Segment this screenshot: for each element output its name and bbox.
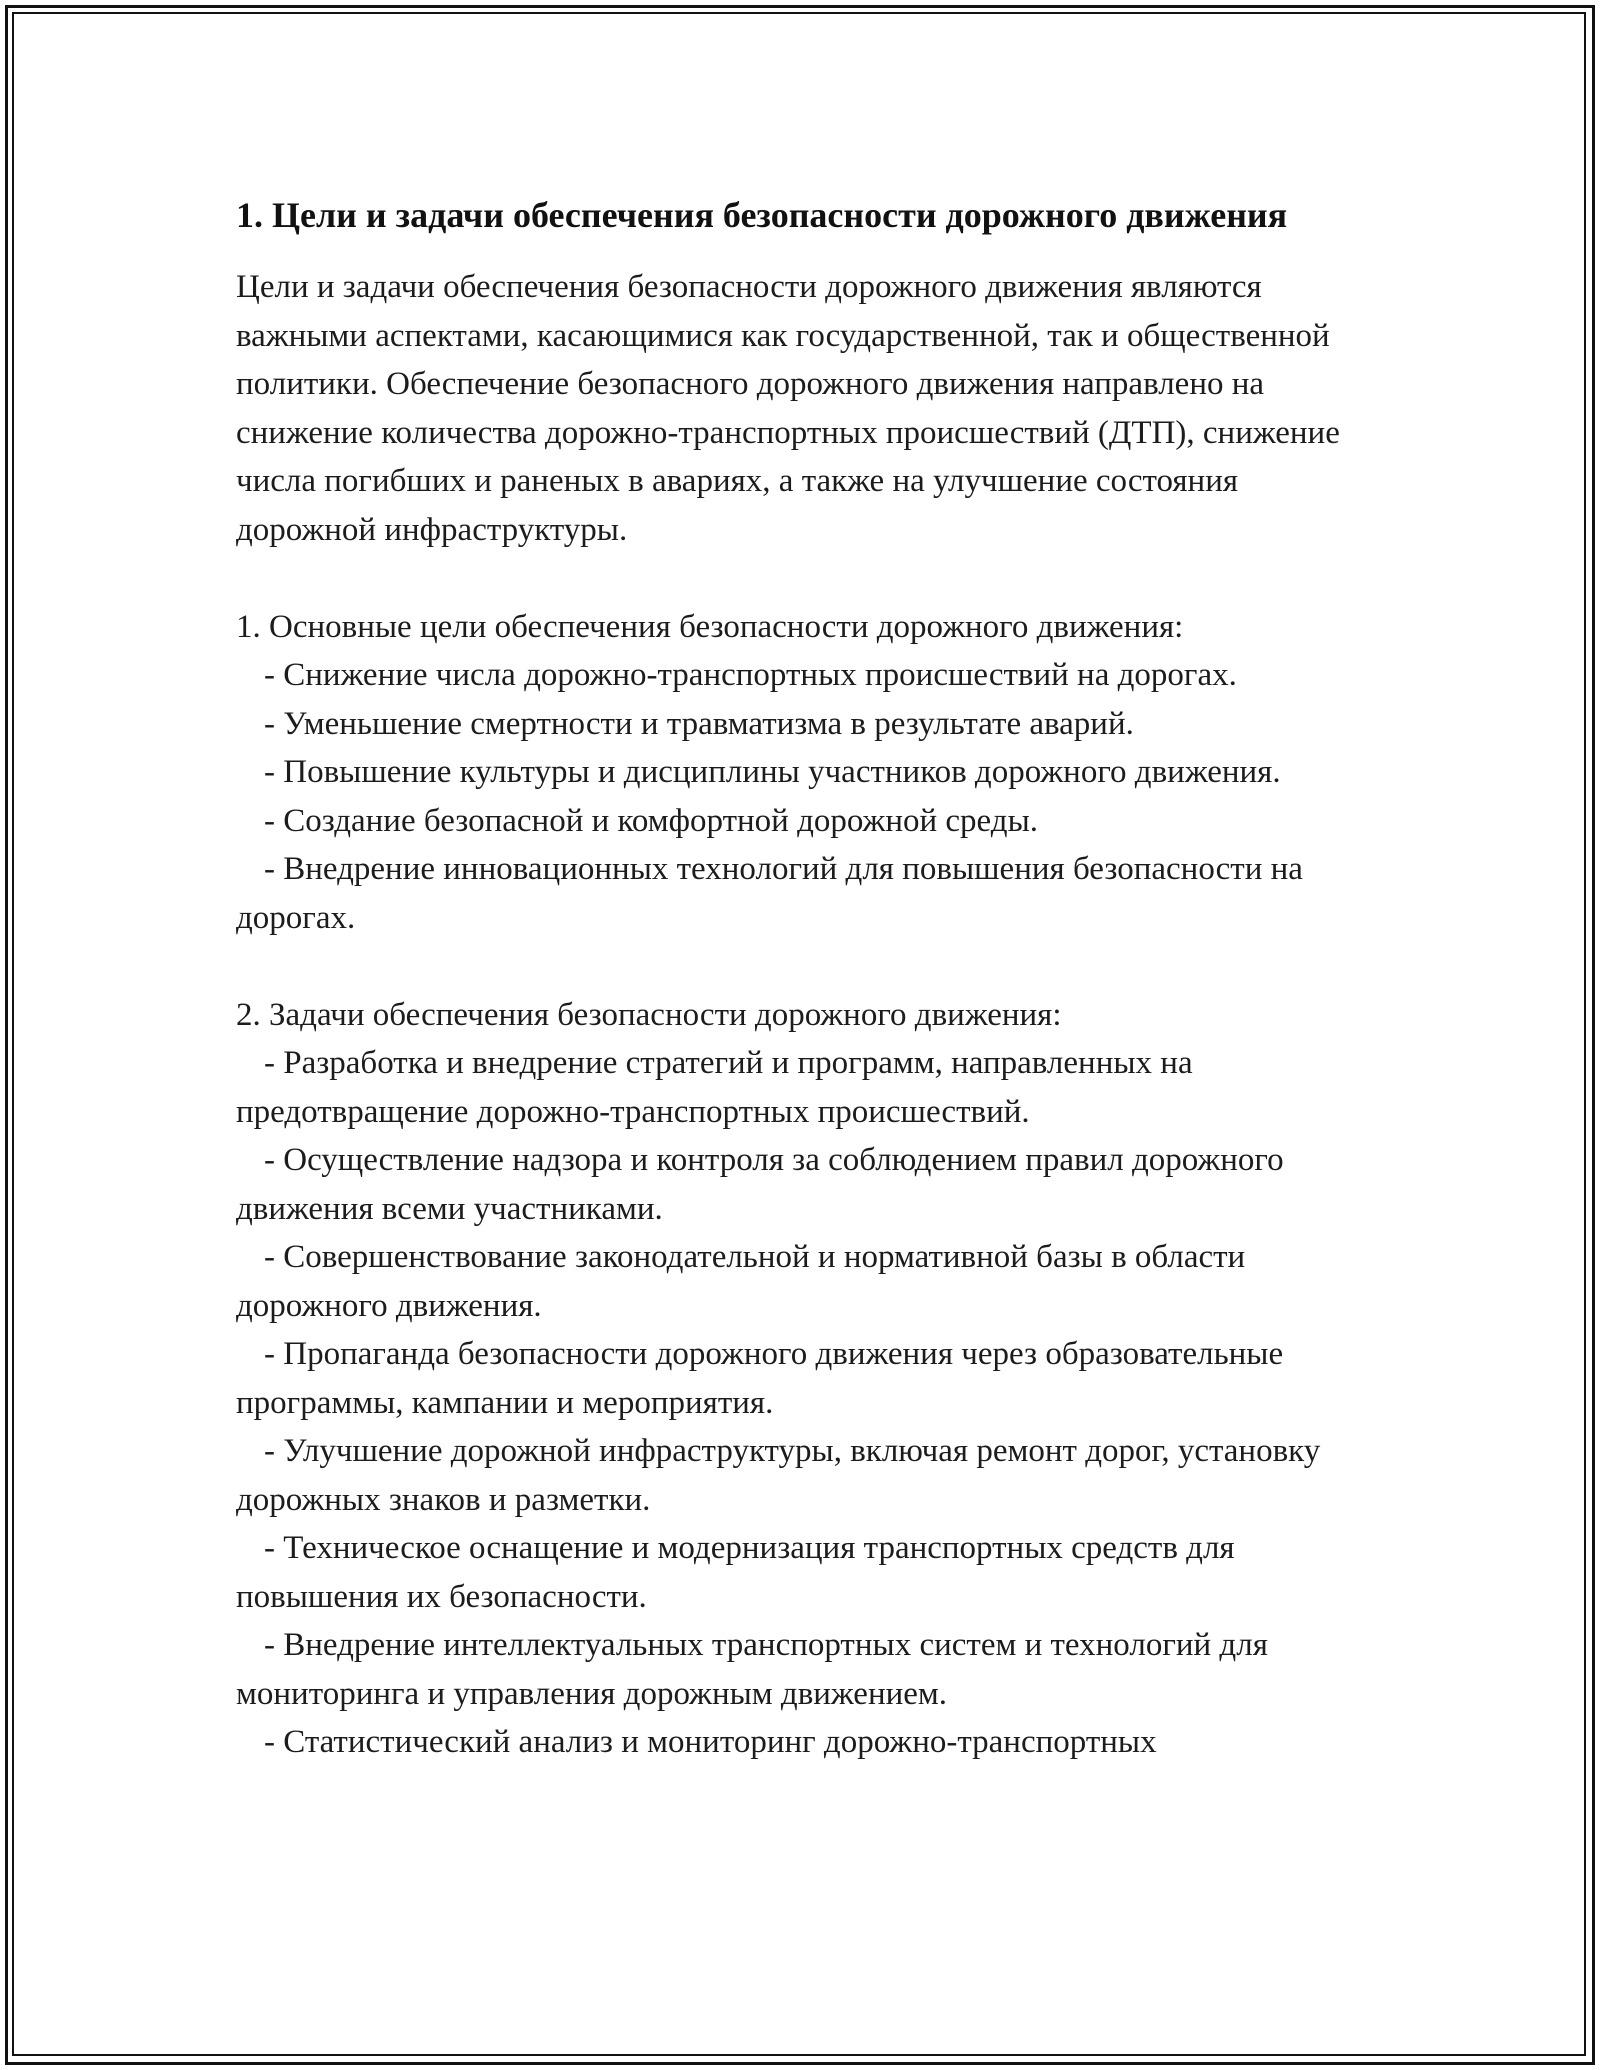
paragraph-spacer [236,554,1386,603]
section-heading: 1. Цели и задачи обеспечения безопасности дорожного движения [236,195,1288,235]
tasks-title: 2. Задачи обеспечения безопасности дорожного движения: [236,996,1062,1033]
goals-list-item: - Снижение числа дорожно-транспортных происшествий на дорогах. [264,657,1237,693]
tasks-list-item: - Осуществление надзора и контроля за соблюдением правил дорожного движения всеми участниками. [236,1142,1284,1227]
tasks-list-item: - Совершенствование законодательной и нормативной базы в области дорожного движения. [236,1239,1246,1324]
goals-list-item: - Уменьшение смертности и травматизма в результате аварий. [264,705,1134,742]
tasks-list-item: - Пропаганда безопасности дорожного движения через образовательные программы, кампании и мероприятия. [236,1336,1284,1421]
tasks-list-item: - Техническое оснащение и модернизация транспортных средств для повышения их безопасности. [236,1530,1235,1615]
goals-list-item: - Повышение культуры и дисциплины участников дорожного движения. [264,754,1281,790]
tasks-list-item: - Внедрение интеллектуальных транспортных систем и технологий для мониторинга и управления дорожным движением. [236,1627,1268,1712]
tasks-list-item: - Улучшение дорожной инфраструктуры, включая ремонт дорог, установку дорожных знаков и разметки. [236,1433,1321,1518]
tasks-list-item: - Разработка и внедрение стратегий и программ, направленных на предотвращение дорожно-транспортных происшествий. [236,1045,1193,1130]
goals-list-item: - Создание безопасной и комфортной дорожной среды. [264,802,1038,839]
intro-paragraph: Цели и задачи обеспечения безопасности дорожного движения являются важными аспектами, касающимися как государственной, так и общественной политики. Обеспечение безопасного дорожного движения направлено на снижение количества дорожно-транспортных происшествий (ДТП), снижение числа погибших и раненых в авариях, а также на улучшение состояния дорожной инфраструктуры. [236,269,1340,548]
document-body [236,188,1386,1767]
goals-list-item: - Внедрение инновационных технологий для повышения безопасности на дорогах. [236,851,1303,936]
goals-title: 1. Основные цели обеспечения безопасности дорожного движения: [236,608,1184,645]
document-text [236,263,1386,1767]
tasks-list-item: - Статистический анализ и мониторинг дорожно-транспортных [264,1724,1157,1760]
paragraph-spacer [236,942,1386,991]
